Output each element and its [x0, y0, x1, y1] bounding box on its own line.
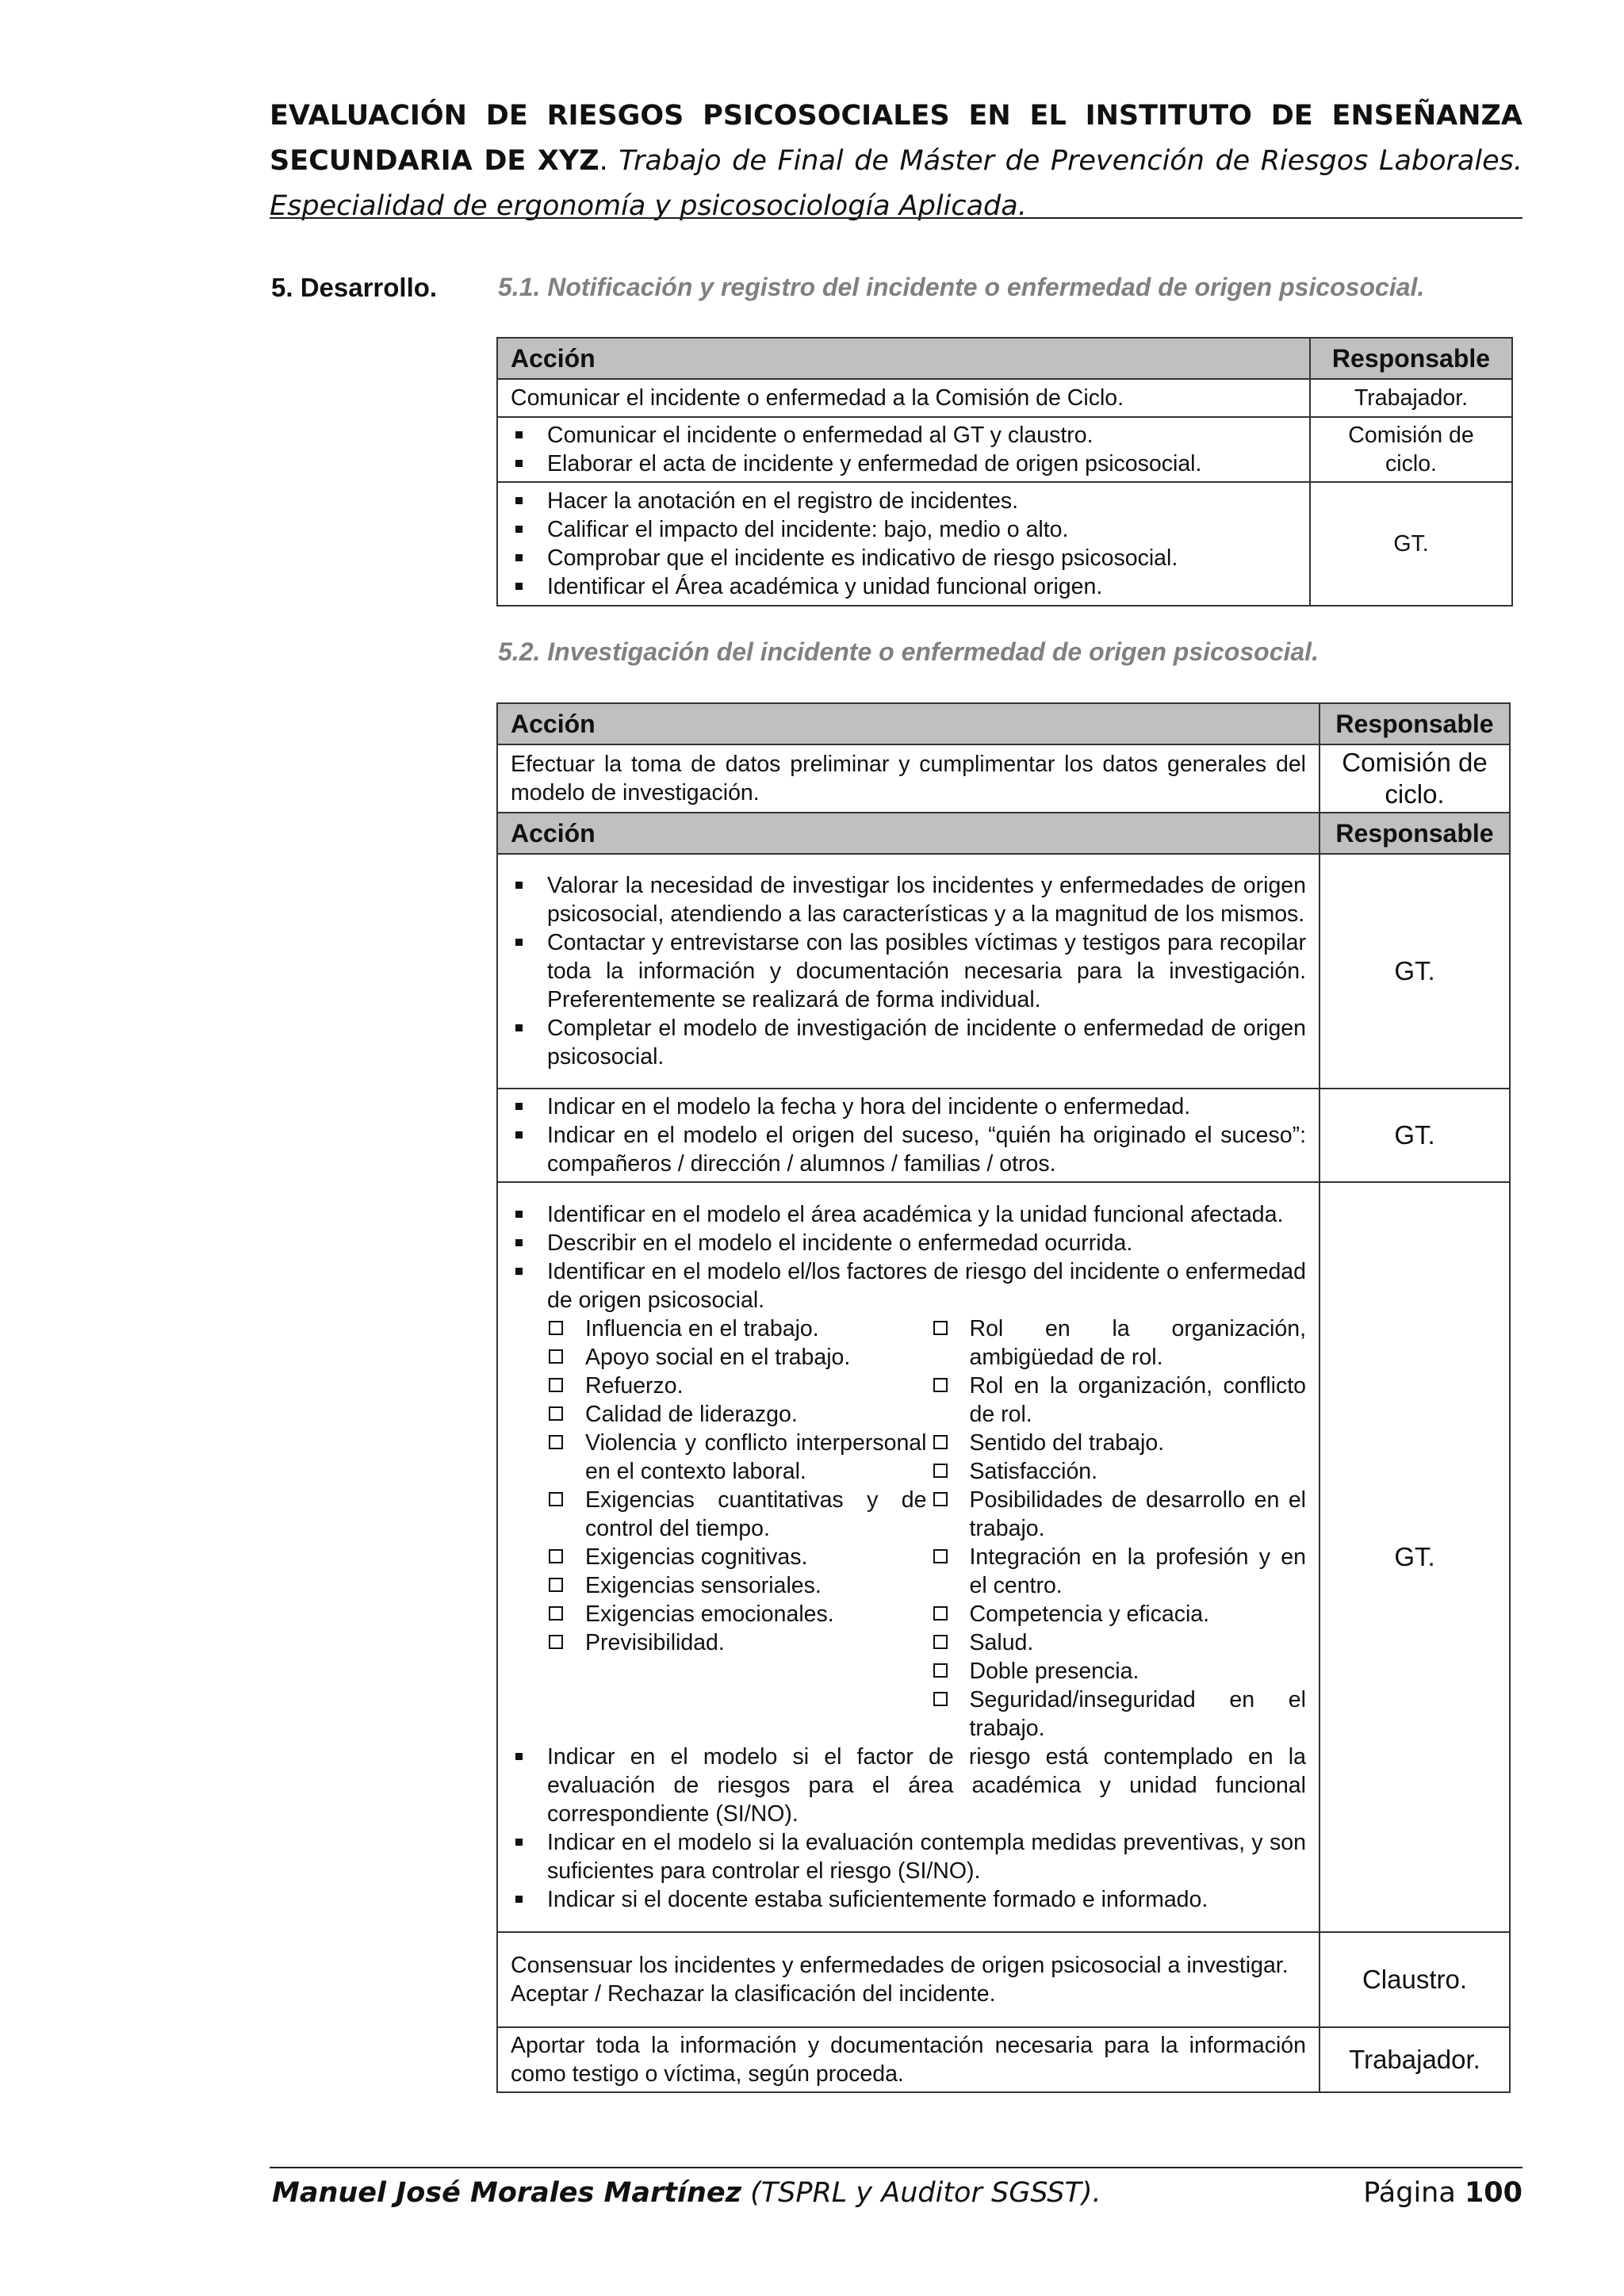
checkbox-item: Apoyo social en el trabajo. [547, 1343, 927, 1372]
checkbox-list [932, 1314, 1307, 1743]
list-item: Describir en el modelo el incidente o enfermedad ocurrida. [511, 1229, 1306, 1257]
list-item: Indicar si el docente estaba suficientemente formado e informado. [511, 1885, 1306, 1914]
table-row [497, 1932, 1510, 2027]
action-cell [497, 744, 1320, 813]
bullet-list [511, 421, 1297, 478]
header-separator: . [599, 145, 608, 177]
responsible-cell: GT. [1320, 854, 1510, 1089]
action-cell [497, 379, 1310, 417]
action-cell [497, 2027, 1320, 2092]
checkbox-item: Rol en la organización, conflicto de rol. [932, 1372, 1307, 1429]
checkbox-item: Exigencias emocionales. [547, 1600, 927, 1628]
subsection-title-1: 5.1. Notificación y registro del incidente o enfermedad de origen psicosocial. [498, 273, 1425, 301]
checkbox-item: Exigencias sensoriales. [547, 1571, 927, 1600]
list-item: Indicar en el modelo si la evaluación contempla medidas preventivas, y son suficientes para controlar el riesgo (SI/NO). [511, 1828, 1306, 1885]
table-header-row [497, 813, 1510, 854]
header-responsible: Responsable [1310, 338, 1512, 379]
list-item: Identificar en el modelo el/los factores de riesgo del incidente o enfermedad de origen psicosocial. [511, 1257, 1306, 1314]
footer-author [272, 2177, 1101, 2209]
bullet-list [511, 1200, 1306, 1314]
investigation-table [496, 702, 1511, 2093]
action-cell [497, 417, 1310, 482]
checkbox-item: Sentido del trabajo. [932, 1429, 1307, 1457]
table-row [497, 2027, 1510, 2092]
bullet-list [511, 487, 1297, 601]
list-item: Valorar la necesidad de investigar los incidentes y enfermedades de origen psicosocial, atendiendo a las características y a la magnitud de los mismos. [511, 871, 1306, 928]
subsection-title-2: 5.2. Investigación del incidente o enfermedad de origen psicosocial. [498, 637, 1319, 666]
footer-rule [270, 2167, 1522, 2168]
risk-factors [547, 1314, 1306, 1743]
checkbox-item: Refuerzo. [547, 1372, 927, 1400]
responsible-cell: GT. [1320, 1182, 1510, 1932]
list-item: Identificar en el modelo el área académica y la unidad funcional afectada. [511, 1200, 1306, 1229]
responsible-cell: Claustro. [1320, 1932, 1510, 2027]
list-item: Elaborar el acta de incidente y enfermedad de origen psicosocial. [511, 450, 1297, 478]
action-text: Efectuar la toma de datos preliminar y cumplimentar los datos generales del modelo de investigación. [511, 752, 1306, 806]
page-number [1363, 2177, 1522, 2209]
author-credentials: (TSPRL y Auditor SGSST). [741, 2177, 1101, 2209]
checkbox-item: Seguridad/inseguridad en el trabajo. [932, 1686, 1307, 1743]
checkbox-item: Exigencias cuantitativas y de control del tiempo. [547, 1486, 927, 1543]
checkbox-item: Salud. [932, 1628, 1307, 1657]
responsible-cell: Comisión de ciclo. [1320, 744, 1510, 813]
list-item: Calificar el impacto del incidente: bajo, medio o alto. [511, 515, 1297, 544]
checkbox-item: Influencia en el trabajo. [547, 1314, 927, 1343]
checkbox-item: Posibilidades de desarrollo en el trabajo. [932, 1486, 1307, 1543]
bullet-list [511, 871, 1306, 1071]
risk-factors-right-column [927, 1314, 1307, 1743]
header-action: Acción [497, 703, 1320, 744]
action-text: Aceptar / Rechazar la clasificación del incidente. [511, 1981, 996, 2007]
list-item: Contactar y entrevistarse con las posibles víctimas y testigos para recopilar toda la información y documentación necesaria para la investigación. Preferentemente se realizará de forma individual. [511, 928, 1306, 1014]
table-row [497, 854, 1510, 1089]
checkbox-item: Calidad de liderazgo. [547, 1400, 927, 1429]
action-cell [497, 482, 1310, 606]
checkbox-list [547, 1314, 927, 1657]
header-action: Acción [497, 338, 1310, 379]
table-row [497, 1089, 1510, 1182]
header-rule [270, 217, 1522, 219]
list-item: Comprobar que el incidente es indicativo de riesgo psicosocial. [511, 544, 1297, 572]
table-header-row [497, 338, 1512, 379]
header-action: Acción [497, 813, 1320, 854]
table-row [497, 417, 1512, 482]
checkbox-item: Rol en la organización, ambigüedad de rol. [932, 1314, 1307, 1372]
bullet-list [511, 1743, 1306, 1914]
page-number-value: 100 [1464, 2177, 1522, 2209]
list-item: Hacer la anotación en el registro de incidentes. [511, 487, 1297, 515]
table-row [497, 482, 1512, 606]
responsible-cell: GT. [1310, 482, 1512, 606]
action-text: Aportar toda la información y documentación necesaria para la información como testigo o víctima, según proceda. [511, 2033, 1306, 2087]
table-row [497, 1182, 1510, 1932]
list-item: Identificar el Área académica y unidad funcional origen. [511, 572, 1297, 601]
header-title: EVALUACIÓN DE RIESGOS PSICOSOCIALES EN EL INSTITUTO DE ENSEÑANZA SECUNDARIA DE XYZ [270, 100, 1522, 177]
checkbox-item: Doble presencia. [932, 1657, 1307, 1686]
list-item: Indicar en el modelo la fecha y hora del incidente o enfermedad. [511, 1093, 1306, 1121]
header-subtitle: Trabajo de Final de Máster de Prevención de Riesgos Laborales. Especialidad de ergonomía y psicosociología Aplicada. [270, 145, 1522, 222]
checkbox-item: Satisfacción. [932, 1457, 1307, 1486]
table-header-row [497, 703, 1510, 744]
action-text: Comunicar el incidente o enfermedad a la Comisión de Ciclo. [511, 385, 1124, 411]
list-item: Indicar en el modelo si el factor de riesgo está contemplado en la evaluación de riesgos para el área académica y unidad funcional correspondiente (SI/NO). [511, 1743, 1306, 1828]
header-responsible: Responsable [1320, 813, 1510, 854]
bullet-list [511, 1093, 1306, 1178]
checkbox-item: Competencia y eficacia. [932, 1600, 1307, 1628]
checkbox-item: Integración en la profesión y en el centro. [932, 1543, 1307, 1600]
action-cell [497, 854, 1320, 1089]
action-text: Consensuar los incidentes y enfermedades de origen psicosocial a investigar. [511, 1953, 1289, 1978]
checkbox-item: Previsibilidad. [547, 1628, 927, 1657]
notification-table [496, 337, 1513, 607]
page-label: Página [1363, 2177, 1465, 2209]
header-responsible: Responsable [1320, 703, 1510, 744]
responsible-cell: Comisión de ciclo. [1310, 417, 1512, 482]
section-title: 5. Desarrollo. [271, 273, 438, 302]
action-cell [497, 1182, 1320, 1932]
checkbox-item: Exigencias cognitivas. [547, 1543, 927, 1571]
responsible-cell: Trabajador. [1320, 2027, 1510, 2092]
action-cell [497, 1089, 1320, 1182]
list-item: Comunicar el incidente o enfermedad al GT y claustro. [511, 421, 1297, 450]
responsible-cell: GT. [1320, 1089, 1510, 1182]
table-row [497, 379, 1512, 417]
list-item: Indicar en el modelo el origen del suceso, “quién ha originado el suceso”: compañeros / dirección / alumnos / familias / otros. [511, 1121, 1306, 1178]
checkbox-item: Violencia y conflicto interpersonal en el contexto laboral. [547, 1429, 927, 1486]
list-item: Completar el modelo de investigación de incidente o enfermedad de origen psicosocial. [511, 1014, 1306, 1071]
table-row [497, 744, 1510, 813]
document-header [270, 94, 1522, 229]
action-cell [497, 1932, 1320, 2027]
responsible-cell: Trabajador. [1310, 379, 1512, 417]
risk-factors-left-column [547, 1314, 927, 1743]
author-name: Manuel José Morales Martínez [272, 2177, 741, 2209]
